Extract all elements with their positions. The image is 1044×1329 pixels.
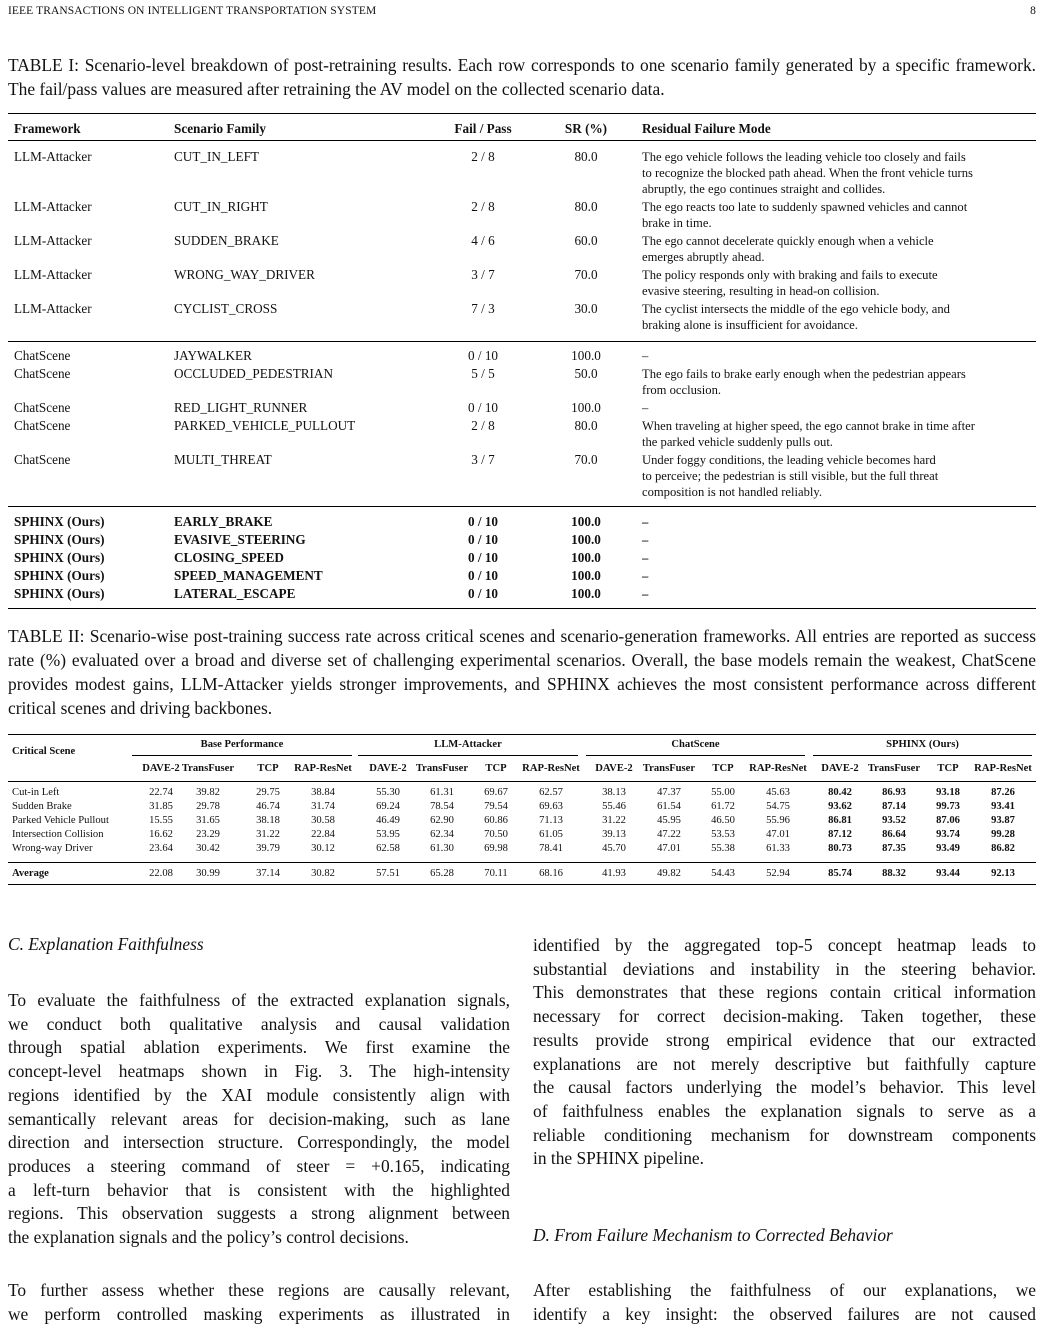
table1-header-framework: Framework (14, 121, 81, 136)
table2-cell: 78.54 (430, 801, 454, 812)
table1-header-scenario-family: Scenario Family (174, 121, 266, 136)
table1-row (8, 400, 1036, 418)
table2-cell: 62.90 (430, 815, 454, 826)
table1-cell-scenario-family: SPEED_MANAGEMENT (174, 568, 323, 583)
table1-cell-scenario-family: CYCLIST_CROSS (174, 301, 278, 316)
table1-cell-sr: 70.0 (574, 452, 598, 467)
table1-cell-residual-failure (642, 366, 1032, 398)
table2-cell: 29.78 (196, 801, 220, 812)
table2-group-rule (586, 755, 805, 756)
table2-cell: 99.73 (936, 801, 960, 812)
table1-cell-sr: 80.0 (574, 199, 598, 214)
table2-cell: 45.63 (766, 787, 790, 798)
paragraph-line: the causal factors underlying the model’s behavior. This level (533, 1077, 1036, 1098)
table1-cell-fail-pass: 2 / 8 (471, 199, 495, 214)
table2-cell: 38.84 (311, 787, 335, 798)
table1-cell-fail-pass: 4 / 6 (471, 233, 495, 248)
table2-scene-label: Intersection Collision (12, 829, 104, 840)
residual-failure-line: – (642, 587, 649, 601)
table2-scene-label: Parked Vehicle Pullout (12, 815, 109, 826)
residual-failure-line: the parked vehicle suddenly pulls out. (642, 435, 833, 449)
section-c-paragraph-2 (8, 1279, 510, 1326)
table1-cell-scenario-family: OCCLUDED_PEDESTRIAN (174, 366, 333, 381)
table1-cell-residual-failure (642, 586, 1032, 602)
residual-failure-line: Under foggy conditions, the leading vehicle becomes hard (642, 453, 936, 467)
table1-cell-residual-failure (642, 149, 1032, 197)
table1-header-fail-pass: Fail / Pass (454, 121, 512, 136)
table2-cell: 99.28 (991, 829, 1015, 840)
table1-cell-framework: LLM-Attacker (14, 301, 92, 316)
table2-average-cell: 41.93 (602, 868, 626, 879)
table2-cell: 46.49 (376, 815, 400, 826)
table2-cell: 53.95 (376, 829, 400, 840)
table2-cell: 86.81 (828, 815, 852, 826)
table2-cell: 69.24 (376, 801, 400, 812)
table2-scene-label: Sudden Brake (12, 801, 72, 812)
table2-group-rule (813, 755, 1032, 756)
residual-failure-line: brake in time. (642, 216, 712, 230)
residual-failure-line: The ego vehicle follows the leading vehicle too closely and fails (642, 150, 966, 164)
table1-cell-fail-pass: 0 / 10 (467, 514, 499, 529)
residual-failure-line: – (642, 515, 649, 529)
table2-cell: 79.54 (484, 801, 508, 812)
residual-failure-line: – (642, 401, 649, 415)
table2-subheader: TCP (485, 763, 507, 774)
table1-cell-fail-pass: 0 / 10 (467, 348, 499, 363)
table2-average-cell: 54.43 (711, 868, 735, 879)
table1-cell-sr: 80.0 (574, 418, 598, 433)
table2-group-header: LLM-Attacker (434, 739, 502, 750)
table2-cell: 47.37 (657, 787, 681, 798)
table2-average-cell: 93.44 (936, 868, 960, 879)
residual-failure-line: from occlusion. (642, 383, 722, 397)
table2-cell: 29.75 (256, 787, 280, 798)
table1-cell-fail-pass: 5 / 5 (471, 366, 495, 381)
table2-cell: 61.33 (766, 843, 790, 854)
table2-average-cell: 85.74 (828, 868, 852, 879)
table2 (8, 734, 1036, 885)
table1-cell-framework: ChatScene (14, 400, 71, 415)
table1-cell-scenario-family: PARKED_VEHICLE_PULLOUT (174, 418, 356, 433)
table1-row (8, 267, 1036, 301)
paragraph-line: of faithfulness enables the explanation signals to serve as a (533, 1100, 1036, 1121)
table2-subheader: DAVE-2 (142, 763, 180, 774)
table2-group-rule (132, 755, 352, 756)
table1-cell-framework: LLM-Attacker (14, 149, 92, 164)
table2-cell: 86.64 (882, 829, 906, 840)
table1-header-sr: SR (%) (564, 121, 608, 136)
table2-cell: 55.30 (376, 787, 400, 798)
table1 (8, 113, 1036, 609)
table2-cell: 31.85 (149, 801, 173, 812)
table2-cell: 80.73 (828, 843, 852, 854)
table2-average-cell: 37.14 (256, 868, 280, 879)
table1-cell-sr: 80.0 (574, 149, 598, 164)
table1-cell-fail-pass: 0 / 10 (467, 568, 499, 583)
table1-cell-framework: SPHINX (Ours) (14, 586, 105, 601)
table1-group-1 (8, 141, 1036, 341)
table1-row (8, 452, 1036, 502)
table2-cell: 61.30 (430, 843, 454, 854)
paragraph-line: regions identified by the XAI module consistently align with (8, 1084, 510, 1105)
table2-cell: 78.41 (539, 843, 563, 854)
paragraph-line: identified by the aggregated top-5 concept heatmap leads to (533, 935, 1036, 955)
table1-cell-residual-failure (642, 199, 1032, 231)
table2-average-cell: 88.32 (882, 868, 906, 879)
table2-cell: 38.18 (256, 815, 280, 826)
table1-cell-fail-pass: 0 / 10 (467, 586, 499, 601)
table1-cell-residual-failure (642, 267, 1032, 299)
table1-cell-scenario-family: CUT_IN_RIGHT (174, 199, 268, 214)
paragraph-line: results provide strong empirical evidence that our extracted (533, 1029, 1036, 1050)
table1-cell-sr: 100.0 (571, 348, 601, 363)
table2-cell: 22.74 (149, 787, 173, 798)
table2-cell: 87.06 (936, 815, 960, 826)
table1-cell-sr: 30.0 (574, 301, 598, 316)
table1-cell-sr: 70.0 (574, 267, 598, 282)
table2-header-rule (8, 781, 1036, 782)
table1-cell-scenario-family: SUDDEN_BRAKE (174, 233, 279, 248)
table1-cell-sr: 100.0 (571, 568, 601, 583)
residual-failure-line: evasive steering, resulting in head-on collision. (642, 284, 880, 298)
paragraph-line: the explanation signals and the policy’s control decisions. (8, 1227, 409, 1248)
table1-cell-framework: SPHINX (Ours) (14, 568, 105, 583)
table1-cell-residual-failure (642, 233, 1032, 265)
table2-cell: 31.65 (196, 815, 220, 826)
table1-body (8, 141, 1036, 608)
table1-cell-framework: SPHINX (Ours) (14, 532, 105, 547)
table2-cell: 71.13 (539, 815, 563, 826)
residual-failure-line: When traveling at higher speed, the ego cannot brake in time after (642, 419, 975, 433)
table1-cell-sr: 100.0 (571, 550, 601, 565)
table2-cell: 87.14 (882, 801, 906, 812)
table1-cell-fail-pass: 3 / 7 (471, 267, 495, 282)
table1-header-residual-failure: Residual Failure Mode (642, 121, 771, 136)
paragraph-line: we perform controlled masking experiments as illustrated in (8, 1303, 510, 1324)
residual-failure-line: composition is not handled reliably. (642, 485, 823, 499)
table2-subheader: RAP-ResNet (522, 763, 580, 774)
table2-scene-label: Cut-in Left (12, 787, 60, 798)
table1-row (8, 149, 1036, 199)
table1-cell-fail-pass: 7 / 3 (471, 301, 495, 316)
table2-cell: 47.01 (766, 829, 790, 840)
paragraph-line: direction and intersection structure. Correspondingly, the model (8, 1132, 510, 1153)
paragraph-line: in the SPHINX pipeline. (533, 1148, 704, 1169)
table2-cell: 69.98 (484, 843, 508, 854)
table2-average-cell: 57.51 (376, 868, 400, 879)
table1-cell-residual-failure (642, 452, 1032, 500)
paragraph-line: explanations are not merely descriptive but faithfully capture (533, 1053, 1036, 1074)
table2-caption: TABLE II: Scenario-wise post-training success rate across critical scenes and scenario-generation frameworks. All entries are reported as success rate (%) evaluated over a broad and diverse set of challenging experimental scenarios. Overall, the base models remain the weakest, ChatScene provides modest gains, LLM-Attacker yields stronger improvements, and SPHINX achieves the most consistent performance across different critical scenes and driving backbones. (8, 626, 1036, 718)
page-number: 8 (1030, 5, 1036, 17)
table2-cell: 45.95 (657, 815, 681, 826)
table2-cell: 22.84 (311, 829, 335, 840)
table1-cell-residual-failure (642, 301, 1032, 333)
table1-cell-framework: LLM-Attacker (14, 267, 92, 282)
table1-row (8, 586, 1036, 604)
table2-subheader: TransFuser (415, 763, 469, 774)
residual-failure-line: abruptly, the ego continues straight and collides. (642, 182, 886, 196)
table1-cell-scenario-family: RED_LIGHT_RUNNER (174, 400, 308, 415)
table2-cell: 55.00 (711, 787, 735, 798)
table1-cell-framework: ChatScene (14, 348, 71, 363)
table1-cell-fail-pass: 0 / 10 (467, 532, 499, 547)
paragraph-line: To further assess whether these regions are causally relevant, (8, 1280, 510, 1300)
paragraph-line: semantically relevant areas for decision-making, such as lane (8, 1108, 510, 1129)
table2-cell: 23.29 (196, 829, 220, 840)
table2-subheader: TransFuser (642, 763, 696, 774)
table1-row (8, 199, 1036, 233)
paragraph-line: through spatial ablation experiments. We first examine the (8, 1037, 510, 1058)
table2-subheader: TCP (712, 763, 734, 774)
table2-cell: 93.62 (828, 801, 852, 812)
table1-cell-framework: SPHINX (Ours) (14, 514, 105, 529)
table2-cell: 93.49 (936, 843, 960, 854)
table2-cell: 47.01 (657, 843, 681, 854)
table2-cell: 69.67 (484, 787, 508, 798)
table2-cell: 93.52 (882, 815, 906, 826)
table2-subheader: TransFuser (181, 763, 235, 774)
table2-cell: 87.12 (828, 829, 852, 840)
paragraph-line: a left-turn behavior that is consistent with the highlighted (8, 1179, 510, 1200)
table1-row (8, 348, 1036, 366)
table2-average-cell: 30.99 (196, 868, 220, 879)
table1-row (8, 568, 1036, 586)
table1-cell-scenario-family: WRONG_WAY_DRIVER (174, 267, 315, 282)
table2-average-cell: 49.82 (657, 868, 681, 879)
table2-cell: 86.82 (991, 843, 1015, 854)
table2-cell: 31.22 (602, 815, 626, 826)
table2-cell: 46.74 (256, 801, 280, 812)
table1-caption: TABLE I: Scenario-level breakdown of post-retraining results. Each row corresponds to one scenario family generated by a specific framework. The fail/pass values are measured after retraining the AV model on the collected scenario data. (8, 55, 1036, 99)
table1-row (8, 366, 1036, 400)
table2-subheader: RAP-ResNet (294, 763, 352, 774)
table2-cell: 16.62 (149, 829, 173, 840)
table2-cell: 31.22 (256, 829, 280, 840)
table2-cell: 61.54 (657, 801, 681, 812)
table2-subheader: TCP (257, 763, 279, 774)
table2-subheader: TCP (937, 763, 959, 774)
table1-cell-sr: 100.0 (571, 400, 601, 415)
table2-cell: 61.31 (430, 787, 454, 798)
table2-cell: 62.58 (376, 843, 400, 854)
table2-cell: 87.35 (882, 843, 906, 854)
paragraph-line: concept-level heatmaps shown in Fig. 3. The high-intensity (8, 1061, 510, 1082)
residual-failure-line: – (642, 551, 649, 565)
right-column-paragraph-1 (533, 934, 1036, 1171)
table1-cell-scenario-family: CUT_IN_LEFT (174, 149, 259, 164)
table1-cell-fail-pass: 2 / 8 (471, 418, 495, 433)
table1-cell-framework: ChatScene (14, 418, 71, 433)
residual-failure-line: The ego reacts too late to suddenly spawned vehicles and cannot (642, 200, 968, 214)
table2-cell: 61.72 (711, 801, 735, 812)
table1-group-2 (8, 341, 1036, 506)
table2-cell: 87.26 (991, 787, 1015, 798)
table2-cell: 23.64 (149, 843, 173, 854)
table2-cell: 93.74 (936, 829, 960, 840)
paragraph-line: After establishing the faithfulness of our explanations, we (533, 1280, 1036, 1300)
table2-cell: 46.50 (711, 815, 735, 826)
table1-cell-residual-failure (642, 568, 1032, 584)
table2-average-label: Average (12, 868, 49, 879)
table2-subheader: RAP-ResNet (974, 763, 1032, 774)
table2-cell: 86.93 (882, 787, 906, 798)
table2-cell: 60.86 (484, 815, 508, 826)
table1-row (8, 301, 1036, 335)
table2-cell: 39.13 (602, 829, 626, 840)
table1-cell-residual-failure (642, 348, 1032, 364)
table1-header-row (8, 114, 1036, 141)
residual-failure-line: to recognize the blocked path ahead. When the front vehicle turns (642, 166, 973, 180)
journal-name: IEEE TRANSACTIONS ON INTELLIGENT TRANSPORTATION SYSTEM (8, 5, 377, 17)
table2-average-cell: 22.08 (149, 868, 173, 879)
table2-cell: 54.75 (766, 801, 790, 812)
table2-cell: 53.53 (711, 829, 735, 840)
paragraph-line: produces a steering command of steer = +0.165, indicating (8, 1155, 510, 1176)
paragraph-line: necessary for correct decision-making. Taken together, these (533, 1006, 1036, 1027)
table2-cell: 62.57 (539, 787, 563, 798)
table2-group-header: SPHINX (Ours) (886, 739, 959, 750)
residual-failure-line: The ego fails to brake early enough when the pedestrian appears (642, 367, 966, 381)
table2-cell: 62.34 (430, 829, 454, 840)
table2-average-cell: 52.94 (766, 868, 790, 879)
table2-header-critical-scene: Critical Scene (12, 746, 76, 757)
table1-row (8, 532, 1036, 550)
table1-cell-residual-failure (642, 532, 1032, 548)
running-head (8, 5, 1036, 21)
table1-cell-scenario-family: EARLY_BRAKE (174, 514, 273, 529)
table1-cell-framework: ChatScene (14, 452, 71, 467)
table2-subheader: DAVE-2 (595, 763, 633, 774)
table1-cell-fail-pass: 3 / 7 (471, 452, 495, 467)
paragraph-line: regions. This observation suggests a strong alignment between (8, 1203, 510, 1224)
table1-group-3 (8, 506, 1036, 608)
table2-cell: 15.55 (149, 815, 173, 826)
table2-cell: 31.74 (311, 801, 335, 812)
paragraph-line: identify a key insight: the observed failures are not caused (533, 1303, 1036, 1324)
table2-average-cell: 68.16 (539, 868, 563, 879)
section-d-title: D. From Failure Mechanism to Corrected Behavior (533, 1225, 893, 1245)
residual-failure-line: The policy responds only with braking and fails to execute (642, 268, 938, 282)
residual-failure-line: – (642, 569, 649, 583)
table2-group-header: Base Performance (200, 739, 284, 750)
table2-average-cell: 30.82 (311, 868, 335, 879)
table2-average-rule (8, 862, 1036, 863)
section-c-paragraph-1 (8, 989, 510, 1250)
section-c-title: C. Explanation Faithfulness (8, 934, 204, 954)
table2-group-rule (358, 755, 578, 756)
table1-cell-sr: 50.0 (574, 366, 598, 381)
residual-failure-line: The cyclist intersects the middle of the ego vehicle body, and (642, 302, 950, 316)
table2-cell: 93.87 (991, 815, 1015, 826)
residual-failure-line: – (642, 349, 649, 363)
table2-cell: 39.82 (196, 787, 220, 798)
table1-cell-residual-failure (642, 400, 1032, 416)
table1-cell-scenario-family: EVASIVE_STEERING (174, 532, 306, 547)
table1-cell-scenario-family: LATERAL_ESCAPE (174, 586, 296, 601)
table2-cell: 61.05 (539, 829, 563, 840)
table2-cell: 30.42 (196, 843, 220, 854)
table2-subheader: DAVE-2 (369, 763, 407, 774)
paragraph-line: substantial deviations and instability in the steering behavior. (533, 958, 1036, 979)
table1-cell-scenario-family: CLOSING_SPEED (174, 550, 284, 565)
table2-cell: 55.38 (711, 843, 735, 854)
residual-failure-line: braking alone is insufficient for avoidance. (642, 318, 858, 332)
table1-cell-fail-pass: 2 / 8 (471, 149, 495, 164)
table2-cell: 93.18 (936, 787, 960, 798)
table2-cell: 39.79 (256, 843, 280, 854)
table2-average-cell: 65.28 (430, 868, 454, 879)
table1-row (8, 233, 1036, 267)
table1-cell-residual-failure (642, 550, 1032, 566)
table1-cell-framework: SPHINX (Ours) (14, 550, 105, 565)
table1-cell-scenario-family: MULTI_THREAT (174, 452, 272, 467)
table2-average-cell: 92.13 (991, 868, 1015, 879)
table2-cell: 38.13 (602, 787, 626, 798)
table2-cell: 69.63 (539, 801, 563, 812)
table2-cell: 45.70 (602, 843, 626, 854)
table1-cell-sr: 60.0 (574, 233, 598, 248)
residual-failure-line: emerges abruptly ahead. (642, 250, 765, 264)
table2-scene-label: Wrong-way Driver (12, 843, 93, 854)
table1-row (8, 418, 1036, 452)
table1-row (8, 514, 1036, 532)
table2-cell: 47.22 (657, 829, 681, 840)
table1-cell-residual-failure (642, 514, 1032, 530)
table2-subheader: TransFuser (867, 763, 921, 774)
section-d-paragraph-1 (533, 1279, 1036, 1326)
paragraph-line: To evaluate the faithfulness of the extracted explanation signals, (8, 990, 510, 1010)
residual-failure-line: – (642, 533, 649, 547)
table2-subheader: DAVE-2 (821, 763, 859, 774)
table2-cell: 30.12 (311, 843, 335, 854)
table1-cell-scenario-family: JAYWALKER (174, 348, 252, 363)
table1-row (8, 550, 1036, 568)
table2-average-cell: 70.11 (484, 868, 508, 879)
table2-cell: 30.58 (311, 815, 335, 826)
table1-cell-sr: 100.0 (571, 514, 601, 529)
table2-cell: 80.42 (828, 787, 852, 798)
table2-group-header: ChatScene (671, 739, 720, 750)
table1-cell-fail-pass: 0 / 10 (467, 400, 499, 415)
paragraph-line: reliable conditioning mechanism for downstream components (533, 1124, 1036, 1145)
residual-failure-line: to perceive; the pedestrian is still visible, but the full threat (642, 469, 939, 483)
residual-failure-line: The ego cannot decelerate quickly enough when a vehicle (642, 234, 934, 248)
table2-cell: 55.46 (602, 801, 626, 812)
paragraph-line: we conduct both qualitative analysis and causal validation (8, 1013, 510, 1034)
table2-subheader: RAP-ResNet (749, 763, 807, 774)
table2-cell: 55.96 (766, 815, 790, 826)
table1-cell-framework: LLM-Attacker (14, 199, 92, 214)
table1-cell-sr: 100.0 (571, 532, 601, 547)
table1-cell-framework: LLM-Attacker (14, 233, 92, 248)
table2-cell: 93.41 (991, 801, 1015, 812)
table1-cell-framework: ChatScene (14, 366, 71, 381)
table1-cell-sr: 100.0 (571, 586, 601, 601)
table2-cell: 70.50 (484, 829, 508, 840)
paragraph-line: This demonstrates that these regions contain critical information (533, 982, 1036, 1003)
table1-cell-residual-failure (642, 418, 1032, 450)
table1-cell-fail-pass: 0 / 10 (467, 550, 499, 565)
